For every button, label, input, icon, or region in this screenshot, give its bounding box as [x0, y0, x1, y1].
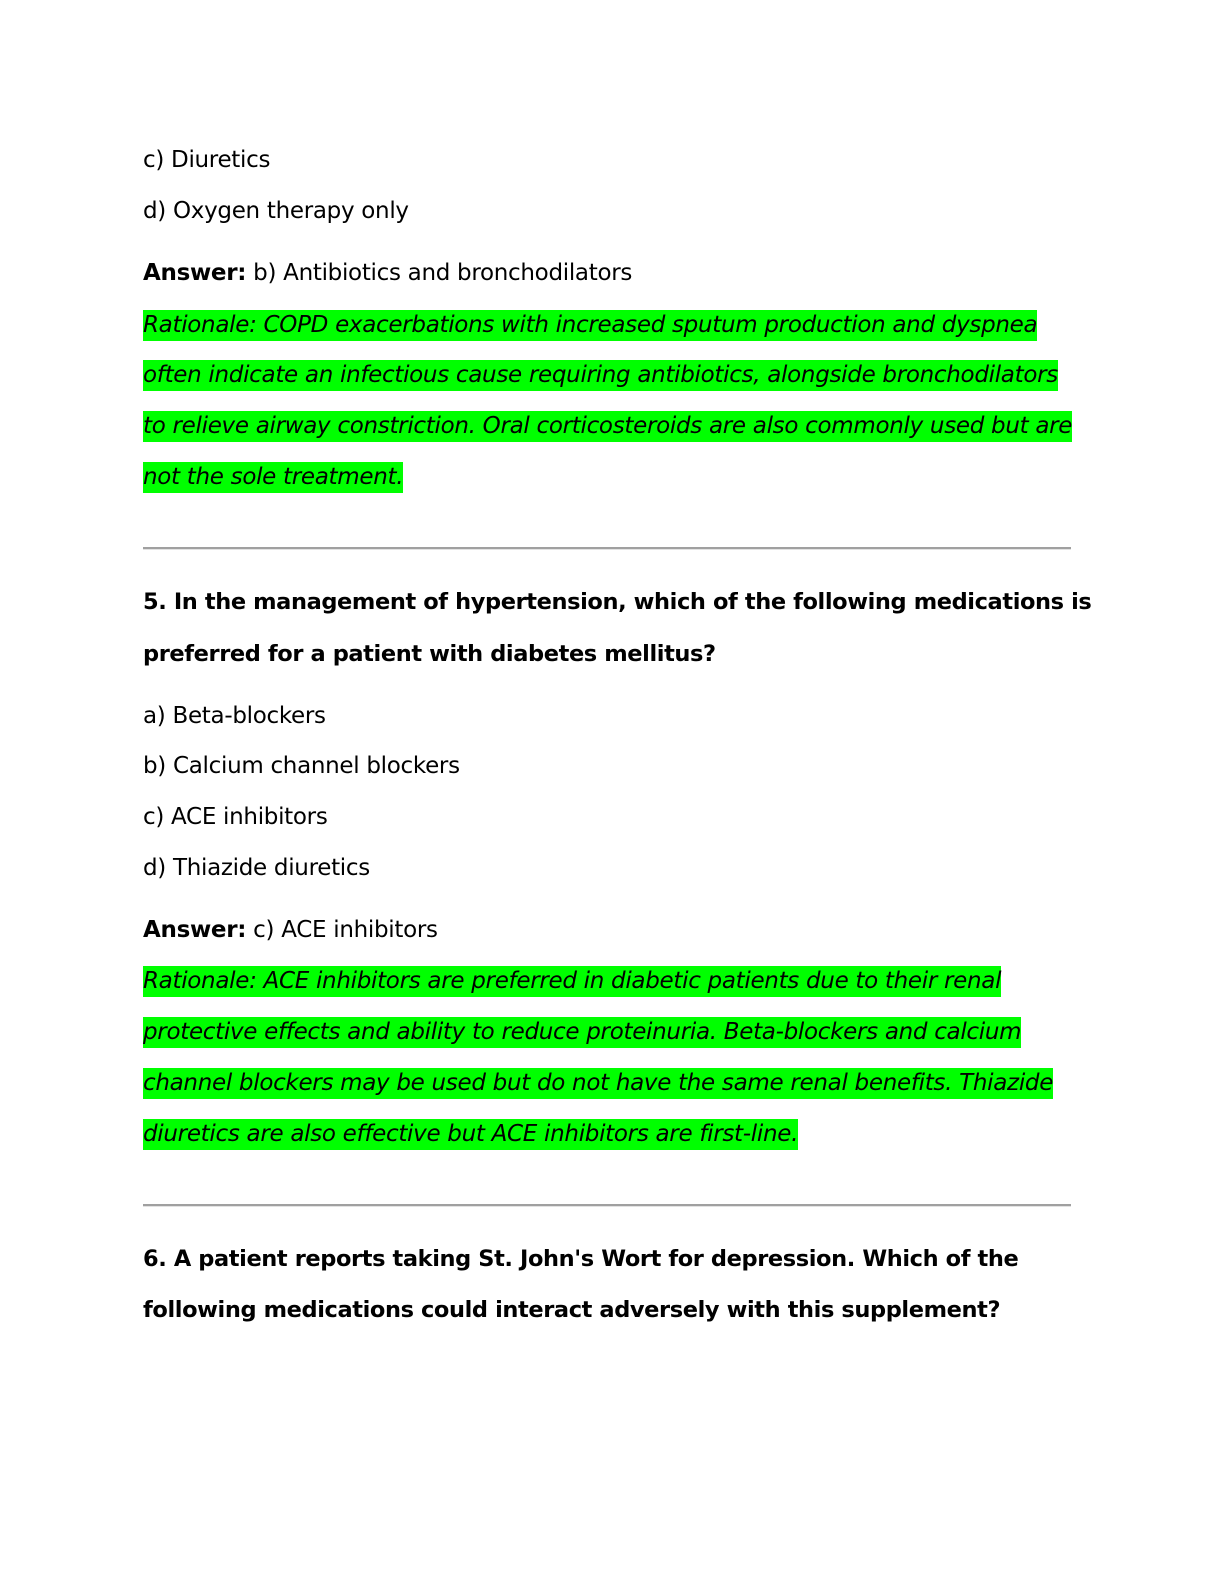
section-divider [143, 547, 1071, 550]
rationale-highlight: Rationale: ACE inhibitors are preferred in diabetic patients due to their renal [143, 966, 1001, 997]
answer-label: Answer: [143, 260, 247, 286]
answer-line [143, 258, 632, 288]
rationale-line [143, 462, 403, 492]
rationale-line [143, 966, 1001, 996]
question-6-line: 6. A patient reports taking St. John's Wort for depression. Which of the [143, 1246, 1019, 1272]
rationale-highlight: Rationale: COPD exacerbations with increased sputum production and dyspnea [143, 310, 1037, 341]
option-c: c) ACE inhibitors [143, 804, 328, 830]
option-a: a) Beta-blockers [143, 703, 326, 729]
section-divider [143, 1204, 1071, 1207]
option-b: b) Calcium channel blockers [143, 753, 460, 779]
answer-text: b) Antibiotics and bronchodilators [246, 260, 633, 286]
rationale-highlight: to relieve airway constriction. Oral corticosteroids are also commonly used but are [143, 411, 1072, 442]
rationale-line [143, 360, 1058, 390]
rationale-highlight: diuretics are also effective but ACE inhibitors are first-line. [143, 1119, 798, 1150]
option-d: d) Thiazide diuretics [143, 855, 370, 881]
question-5-line: 5. In the management of hypertension, which of the following medications is [143, 589, 1092, 615]
answer-line [143, 915, 438, 945]
option-c: c) Diuretics [143, 147, 271, 173]
rationale-line [143, 310, 1037, 340]
question-6-line: following medications could interact adversely with this supplement? [143, 1297, 1001, 1323]
answer-label: Answer: [143, 917, 247, 943]
rationale-line [143, 1068, 1053, 1098]
question-5-line: preferred for a patient with diabetes mellitus? [143, 641, 716, 667]
rationale-highlight: protective effects and ability to reduce proteinuria. Beta-blockers and calcium [143, 1017, 1021, 1048]
rationale-highlight: channel blockers may be used but do not have the same renal benefits. Thiazide [143, 1068, 1053, 1099]
rationale-highlight: not the sole treatment. [143, 462, 403, 493]
rationale-line [143, 1017, 1021, 1047]
rationale-highlight: often indicate an infectious cause requiring antibiotics, alongside bronchodilators [143, 360, 1058, 391]
rationale-line [143, 1119, 798, 1149]
rationale-line [143, 411, 1072, 441]
option-d: d) Oxygen therapy only [143, 198, 409, 224]
answer-text: c) ACE inhibitors [246, 917, 438, 943]
